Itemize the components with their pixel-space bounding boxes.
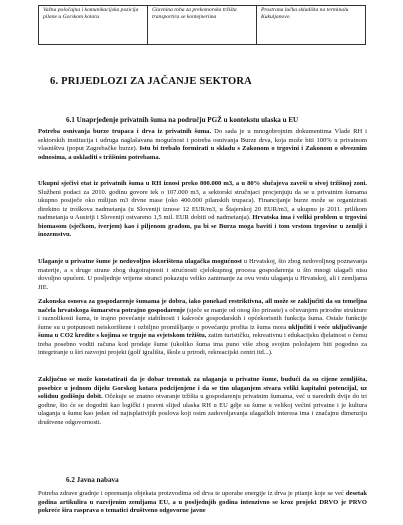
p6-text: Potreba zdrave gradnje i opremanja objekata proizvodima od drva te uporabe energije iz drva je pitanje koje se već xyxy=(38,490,346,497)
p5-text: Očekuje se znatno otvaranje tržišta u gospodarenju privatnim šumama, već u narednih dvije do tri godine, što će se dogoditi kao logički i pravni slijed ulaska RH u EU gdje su šume u velikoj većini privatne i je kultura ulaganja u šumu kao jedan od najisplativijih poslova koji osim zadovoljavanja ulagačkih interesa ima i značajnu dimenziju društvene odgovornosti. xyxy=(38,393,367,426)
paragraph-2 xyxy=(38,180,367,240)
header-cell-2: Glavnina roba za prekomorska tržišta transportira se kontejnerima xyxy=(148,6,257,44)
p3-text: u Hrvatskoj, što zbog nedovoljnog poznavanja materije, a s druge strane zbog dugotrajnosti i strućnosti cjelokupnog procesa gospodarenja u što mnogi ulagači nisu dovoljno upućeni. U posljednje vrijeme stranci pokazuju veliko zanimanje za ovu vrstu ulaganja u Hrvatskoj, ali i zemljama JIE. xyxy=(38,258,367,291)
paragraph-1 xyxy=(38,128,367,162)
p1-text: Do sada je u mnogobrojnim dokumentima Vlade RH i sektorskih institucija i udruga naglašavana mogućnost i potreba osnivanja Burze drva, koja može biti 100% u privatnom vlasništvu (poput Zagrebačke burze). xyxy=(38,128,367,153)
p5-bold: Zaključno se može konstatirati da je dobar trenutak za ulaganja u privatne šume, budući da su cijene zemljišta, posebice u jednom dijelu Gorskog kotara podcijenjene i da se tim ulaganjem stvara veliki kapitalni potencijal, uz solidnu godišnju dobit. xyxy=(38,376,367,401)
header-cell-3: Prostrana lučka skladišta na terminalu Kukuljanovo xyxy=(261,7,349,20)
section-title: 6. PRIJEDLOZI ZA JAČANJE SEKTORA xyxy=(50,76,252,87)
p4-bold: Zakonska osnova za gospodarenje šumama je dobra, iako ponekad restriktivna, all može se zaključiti da su temeljna načela hrvatskoga šumarstva potrajno gospodarenje xyxy=(38,298,367,314)
paragraph-3 xyxy=(38,258,367,292)
p3-bold: Ulaganje u privatne šume je nedovoljno iskorištena ulagačka mogućnost xyxy=(38,258,242,265)
subsection-title-6-1: 6.1 Unaprjeđenje privatnih šuma na području PGŽ u kontekstu ulaska u EU xyxy=(66,116,299,124)
p2-bold: Ukupni sječivi etat iz privatnih šuma u RH iznosi preko 800.000 m3, a u 80% slučajeva završi u sivoj tržišnoj zoni. xyxy=(38,180,367,187)
p2-bold-2: Hrvatska ima i veliki problem u trgovini biomasom (sječkom, iverjem) kao i piljenom građom, pa bi se Burza moga baviti i tom vrstom trgovine u zemlji i inozemstvu. xyxy=(38,214,368,239)
p6-bold: desetak godina artikulira u razvijenim zemljama EU, a u posljednjih godina intenzivno se kroz projekt DRVO je PRVO pokreće šira rasprava o tematici društveno odgovorne javne xyxy=(38,490,367,515)
subsection-title-6-2: 6.2 Javna nabava xyxy=(66,476,119,484)
paragraph-5 xyxy=(38,376,367,427)
p4-bold-2: uključiti i veće uključivanje šuma u CO2 kredite s kojima se trguje na svjetskom tržištu, xyxy=(38,323,367,340)
p4-text-2: zatim turističku, rekreativnu i edukacijsku djelatnost o čemu treba posebno voditi računa kod prodaje šume (ukoliko šuma ima puno više zbog svojim položajem biti pogodno za integriranje u širi razvojni projekt (golf igrališta, škole u prirodi, rekreacijski centri itd...). xyxy=(38,332,367,357)
p1-bold-2: Istu bi trebalo formirati u skladu s Zakonom o trgovini i Zakonom o obveznim odnosima, a uskladiti s tržišnim potrebama. xyxy=(38,145,367,161)
p2-text: Službeni podaci za 2010. godinu govore tek o 107.000 m3, a sektorski stručnjaci procjenjuju da se u privatnim šumama ukupno posiječe oko milijun m3 drvne mase (oko 400.000 pilanskih trupaca). Financijanje burze može se organizirati direktno iz troškova nadmetanja (u Sloveniji iznose 12 EUR/m3, u Štajerskoj 20 EUR/m3, a ukupno je 2011. prilikom nadmetanja u Austriji i Sloveniji ostvareno 1,5 mil. EUR dobiti od nadmetanja). xyxy=(38,188,367,222)
p4-text: (sječe se manje od onog što priraste) s očuvanjem prirodne strukture i raznolikosti šuma, te trajno povećanje stabilnosti i kakvoće gospodarskih i općekorisnih funkcija šuma. Ostale funkcije šume su u potpunosti neiskorištene i ozbiljno promišljanje o povećanju profita iz šuma mora xyxy=(38,306,367,331)
p1-bold: Potreba osnivanja burze trupaca i drva iz privatnih šuma. xyxy=(38,128,212,135)
paragraph-4 xyxy=(38,298,367,358)
header-cell-1: Važna poločajna i komunikacijska pozicija pilane u Gorskom kotaru xyxy=(39,6,148,44)
paragraph-6 xyxy=(38,490,367,516)
header-table xyxy=(38,5,366,45)
